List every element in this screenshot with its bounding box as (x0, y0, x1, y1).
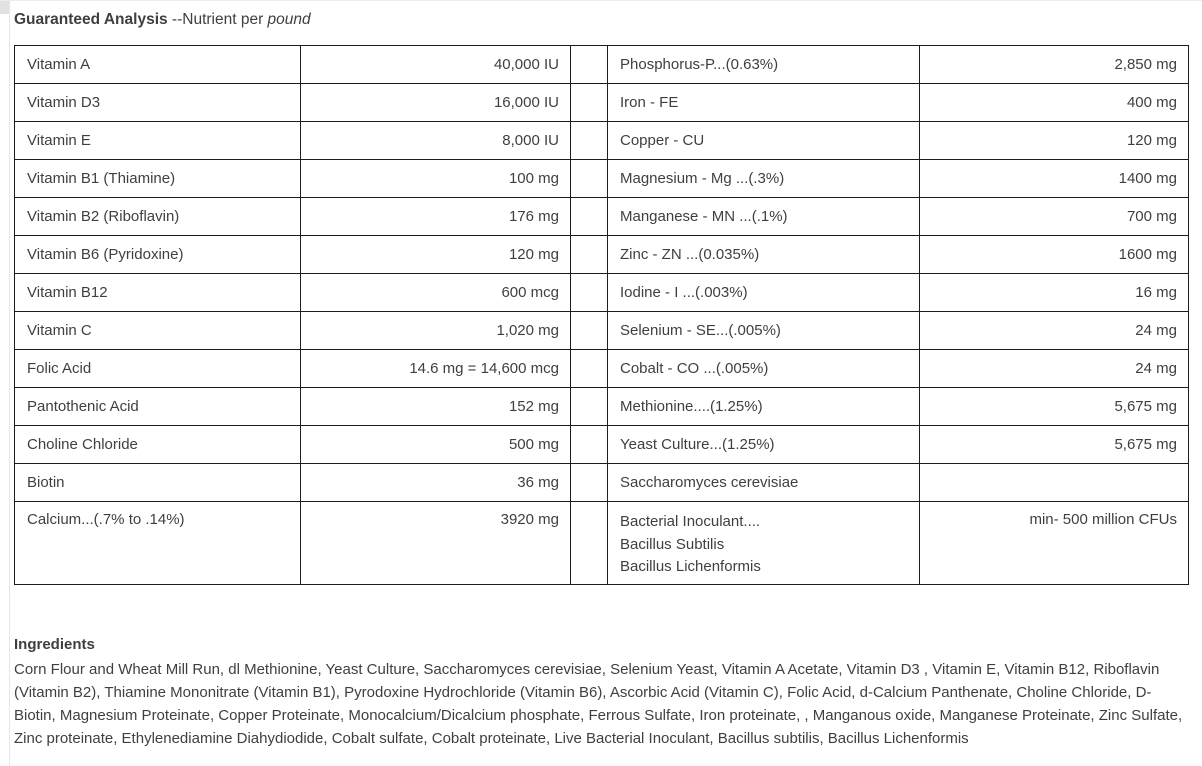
spacer-cell (571, 46, 608, 84)
nutrient-label-cell: Magnesium - Mg ...(.3%) (608, 160, 920, 198)
nutrient-value-cell: 120 mg (920, 122, 1189, 160)
nutrient-value-cell: 2,850 mg (920, 46, 1189, 84)
spacer-cell (571, 388, 608, 426)
nutrient-value-cell: 1600 mg (920, 236, 1189, 274)
table-row (15, 502, 1189, 585)
nutrient-value-cell: 176 mg (301, 198, 571, 236)
table-row (15, 46, 1189, 84)
ingredients-heading: Ingredients (14, 636, 95, 653)
nutrient-value-cell: 600 mcg (301, 274, 571, 312)
spacer-cell (571, 274, 608, 312)
nutrient-label-cell: Biotin (15, 464, 301, 502)
spacer-cell (571, 426, 608, 464)
nutrient-label-cell: Folic Acid (15, 350, 301, 388)
nutrient-value-cell: 5,675 mg (920, 388, 1189, 426)
spacer-cell (571, 502, 608, 585)
nutrient-label-line: Bacillus Subtilis (620, 535, 725, 553)
table-row (15, 388, 1189, 426)
nutrient-label-cell: Manganese - MN ...(.1%) (608, 198, 920, 236)
page-edge-corner (0, 0, 9, 14)
nutrient-value-cell: 500 mg (301, 426, 571, 464)
nutrient-label-cell: Vitamin B6 (Pyridoxine) (15, 236, 301, 274)
nutrient-label-cell: Iron - FE (608, 84, 920, 122)
table-row (15, 426, 1189, 464)
nutrient-label-cell: Zinc - ZN ...(0.035%) (608, 236, 920, 274)
nutrient-value-cell: 700 mg (920, 198, 1189, 236)
nutrient-value-cell: 5,675 mg (920, 426, 1189, 464)
spacer-cell (571, 236, 608, 274)
nutrient-label-cell: Phosphorus-P...(0.63%) (608, 46, 920, 84)
spacer-cell (571, 312, 608, 350)
page-title-bold: Guaranteed Analysis (14, 11, 168, 28)
nutrient-value-cell: 8,000 IU (301, 122, 571, 160)
spacer-cell (571, 198, 608, 236)
nutrient-label-cell: Iodine - I ...(.003%) (608, 274, 920, 312)
nutrient-label-cell (608, 502, 920, 585)
nutrient-value-cell: 1,020 mg (301, 312, 571, 350)
nutrient-value-cell: 24 mg (920, 312, 1189, 350)
nutrient-label-cell: Vitamin D3 (15, 84, 301, 122)
nutrient-value-cell: min- 500 million CFUs (920, 502, 1189, 585)
nutrient-value-cell: 152 mg (301, 388, 571, 426)
nutrient-label-line: Bacterial Inoculant.... (620, 513, 761, 530)
table-row (15, 84, 1189, 122)
page-title-separator: --Nutrient per (167, 11, 268, 28)
table-row (15, 274, 1189, 312)
table-row (15, 350, 1189, 388)
page (14, 10, 1188, 750)
nutrient-value-cell (920, 464, 1189, 502)
nutrient-value-cell: 40,000 IU (301, 46, 571, 84)
spacer-cell (571, 160, 608, 198)
ingredients-section (14, 635, 1188, 750)
nutrient-label-cell: Saccharomyces cerevisiae (608, 464, 920, 502)
nutrient-value-cell: 100 mg (301, 160, 571, 198)
nutrient-value-cell: 16,000 IU (301, 84, 571, 122)
nutrient-value-cell: 36 mg (301, 464, 571, 502)
nutrient-label-cell: Copper - CU (608, 122, 920, 160)
page-title-unit: pound (267, 11, 311, 28)
page-title (14, 10, 1188, 30)
table-row (15, 236, 1189, 274)
nutrient-value-cell: 400 mg (920, 84, 1189, 122)
page-edge-divider (9, 0, 10, 766)
nutrient-label-cell: Pantothenic Acid (15, 388, 301, 426)
nutrient-value-cell: 24 mg (920, 350, 1189, 388)
nutrient-label-cell: Vitamin C (15, 312, 301, 350)
nutrient-label-cell: Calcium...(.7% to .14%) (15, 502, 301, 585)
nutrient-value-cell: 120 mg (301, 236, 571, 274)
table-row (15, 160, 1189, 198)
nutrient-label-cell: Vitamin B12 (15, 274, 301, 312)
nutrient-label-line: Bacillus Lichenformis (620, 558, 761, 575)
page-edge-top (0, 0, 1202, 1)
nutrient-label-cell: Selenium - SE...(.005%) (608, 312, 920, 350)
nutrient-value-cell: 16 mg (920, 274, 1189, 312)
table-row (15, 198, 1189, 236)
guaranteed-analysis-table (14, 45, 1189, 585)
ingredients-text: Corn Flour and Wheat Mill Run, dl Methionine, Yeast Culture, Saccharomyces cerevisiae, Selenium Yeast, Vitamin A Acetate, Vitamin D3 , Vitamin E, Vitamin B12, Riboflavin (Vitamin B2), Thiamine Mononitrate (Vitamin B1), Pyrodoxine Hydrochloride (Vitamin B6), Ascorbic Acid (Vitamin C), Folic Acid, d-Calcium Panthenate, Choline Chloride, D-Biotin, Magnesium Proteinate, Copper Proteinate, Monocalcium/Dicalcium phosphate, Ferrous Sulfate, Iron proteinate, , Manganous oxide, Manganese Proteinate, Zinc Sulfate, Zinc proteinate, Ethylenediamine Diahydiodide, Cobalt sulfate, Cobalt proteinate, Live Bacterial Inoculant, Bacillus subtilis, Bacillus Lichenformis (14, 661, 1183, 747)
table-row (15, 464, 1189, 502)
spacer-cell (571, 84, 608, 122)
nutrient-label-cell: Methionine....(1.25%) (608, 388, 920, 426)
nutrient-label-cell: Vitamin B1 (Thiamine) (15, 160, 301, 198)
nutrient-label-cell: Yeast Culture...(1.25%) (608, 426, 920, 464)
nutrient-value-cell: 1400 mg (920, 160, 1189, 198)
spacer-cell (571, 464, 608, 502)
nutrient-label-cell: Vitamin B2 (Riboflavin) (15, 198, 301, 236)
spacer-cell (571, 350, 608, 388)
nutrient-label-cell: Vitamin A (15, 46, 301, 84)
nutrient-value-cell: 3920 mg (301, 502, 571, 585)
nutrient-label-cell: Vitamin E (15, 122, 301, 160)
nutrient-value-cell: 14.6 mg = 14,600 mcg (301, 350, 571, 388)
table-row (15, 122, 1189, 160)
table-row (15, 312, 1189, 350)
nutrient-label-cell: Choline Chloride (15, 426, 301, 464)
nutrient-label-cell: Cobalt - CO ...(.005%) (608, 350, 920, 388)
spacer-cell (571, 122, 608, 160)
